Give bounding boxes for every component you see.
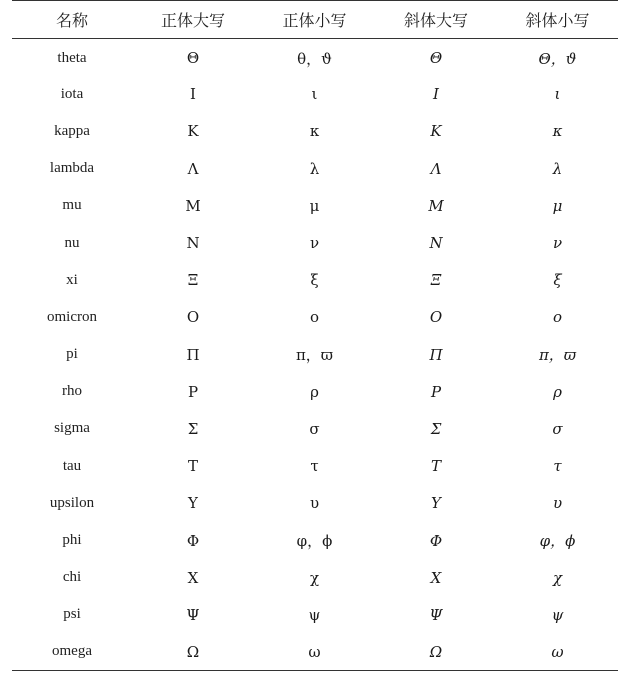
upright-upper: Λ [187, 159, 199, 178]
letter-name: iota [60, 85, 84, 102]
upright-upper: Φ [186, 531, 200, 550]
upright-lower: μ [309, 196, 320, 215]
table-row [12, 410, 618, 447]
italic-upper: Ρ [430, 382, 442, 401]
italic-upper: Ψ [429, 605, 443, 624]
letter-name: psi [63, 606, 81, 623]
letter-name: lambda [49, 160, 95, 177]
letter-name: theta [57, 49, 87, 66]
letter-name: sigma [54, 420, 90, 437]
italic-upper: Ξ [430, 271, 442, 290]
table-row [12, 187, 618, 224]
header-row [12, 1, 618, 39]
greek-letters-table [12, 0, 618, 671]
upright-lower: σ [309, 419, 320, 438]
letter-name: tau [62, 457, 82, 474]
upright-lower: ν [309, 234, 320, 253]
italic-upper: Μ [428, 196, 444, 215]
table-row [12, 485, 618, 522]
upright-upper: Σ [187, 419, 199, 438]
italic-lower: λ [552, 159, 563, 178]
italic-upper: Σ [430, 419, 442, 438]
italic-upper: Ι [433, 85, 439, 104]
upright-lower: χ [309, 568, 320, 587]
upright-lower: ξ [310, 271, 319, 290]
table-row [12, 150, 618, 187]
upright-lower: ο [309, 308, 320, 327]
italic-lower: ξ [553, 271, 562, 290]
letter-name: omega [12, 634, 132, 671]
italic-lower: ψ [551, 605, 564, 624]
italic-lower: μ [552, 196, 563, 215]
upright-upper: Υ [188, 494, 198, 513]
table-row [12, 76, 618, 113]
table-row [12, 299, 618, 336]
table-row [12, 634, 618, 671]
header-italic-upper: 斜体大写 [375, 1, 497, 39]
letter-name: mu [62, 197, 82, 214]
upright-lower: ι [311, 85, 318, 104]
italic-upper: Ν [429, 234, 443, 253]
letter-name: rho [62, 383, 82, 400]
letter-name: omicron [47, 308, 97, 325]
italic-lower: τ [553, 457, 562, 476]
upright-upper: Ψ [186, 605, 200, 624]
letter-name: kappa [54, 122, 90, 139]
table-row [12, 336, 618, 373]
table-header [12, 1, 618, 39]
upright-lower: λ [309, 159, 320, 178]
italic-upper: Λ [430, 159, 442, 178]
greek-letters-table-container [12, 0, 618, 671]
upright-lower: ρ [310, 382, 319, 401]
italic-lower: Θ，ϑ [538, 49, 577, 68]
table-row [12, 596, 618, 633]
upright-lower: ω [254, 634, 375, 671]
italic-upper: Κ [430, 122, 442, 141]
table-row [12, 559, 618, 596]
upright-upper: Ρ [187, 382, 199, 401]
upright-upper: Μ [185, 196, 201, 215]
upright-lower: υ [309, 494, 320, 513]
letter-name: pi [66, 346, 78, 363]
italic-upper: Π [429, 345, 443, 364]
italic-lower: ν [552, 234, 563, 253]
letter-name: phi [62, 532, 82, 549]
table-body [12, 39, 618, 671]
italic-upper: Θ [429, 49, 443, 68]
upright-lower: π，ϖ [295, 346, 334, 365]
table-row [12, 373, 618, 410]
upright-upper: Ξ [187, 271, 199, 290]
italic-lower: κ [552, 122, 563, 141]
upright-lower: κ [309, 122, 320, 141]
upright-upper: Χ [187, 568, 199, 587]
italic-lower: ρ [553, 382, 562, 401]
italic-upper: Τ [430, 457, 441, 476]
italic-lower: ι [554, 85, 561, 104]
italic-upper: Υ [431, 494, 441, 513]
upright-upper: Ν [186, 234, 200, 253]
italic-upper: Ω [375, 634, 497, 671]
header-upright-upper: 正体大写 [132, 1, 254, 39]
italic-lower: π，ϖ [538, 346, 577, 365]
italic-lower: φ，ϕ [539, 532, 576, 551]
upright-upper: Π [186, 345, 200, 364]
letter-name: nu [64, 234, 80, 251]
italic-lower: ω [497, 634, 618, 671]
upright-upper: Ι [190, 85, 196, 104]
header-upright-lower: 正体小写 [254, 1, 375, 39]
letter-name: chi [62, 569, 82, 586]
italic-lower: ο [552, 308, 563, 327]
upright-upper: Τ [187, 457, 198, 476]
table-row [12, 522, 618, 559]
header-italic-lower: 斜体小写 [497, 1, 618, 39]
italic-upper: Ο [429, 308, 443, 327]
italic-lower: υ [552, 494, 563, 513]
upright-upper: Ο [186, 308, 200, 327]
upright-upper: Θ [186, 49, 200, 68]
italic-lower: σ [552, 419, 563, 438]
table-row [12, 113, 618, 150]
upright-lower: τ [310, 457, 319, 476]
upright-upper: Κ [187, 122, 199, 141]
letter-name: upsilon [49, 494, 95, 511]
italic-upper: Φ [429, 531, 443, 550]
header-name: 名称 [12, 1, 132, 39]
upright-lower: φ，ϕ [296, 532, 333, 551]
italic-lower: χ [552, 568, 563, 587]
table-row [12, 262, 618, 299]
upright-lower: θ，ϑ [297, 49, 332, 68]
table-row [12, 39, 618, 76]
table-row [12, 448, 618, 485]
italic-upper: Χ [430, 568, 442, 587]
upright-lower: ψ [308, 605, 321, 624]
letter-name: xi [66, 271, 78, 288]
table-row [12, 224, 618, 261]
upright-upper: Ω [132, 634, 254, 671]
